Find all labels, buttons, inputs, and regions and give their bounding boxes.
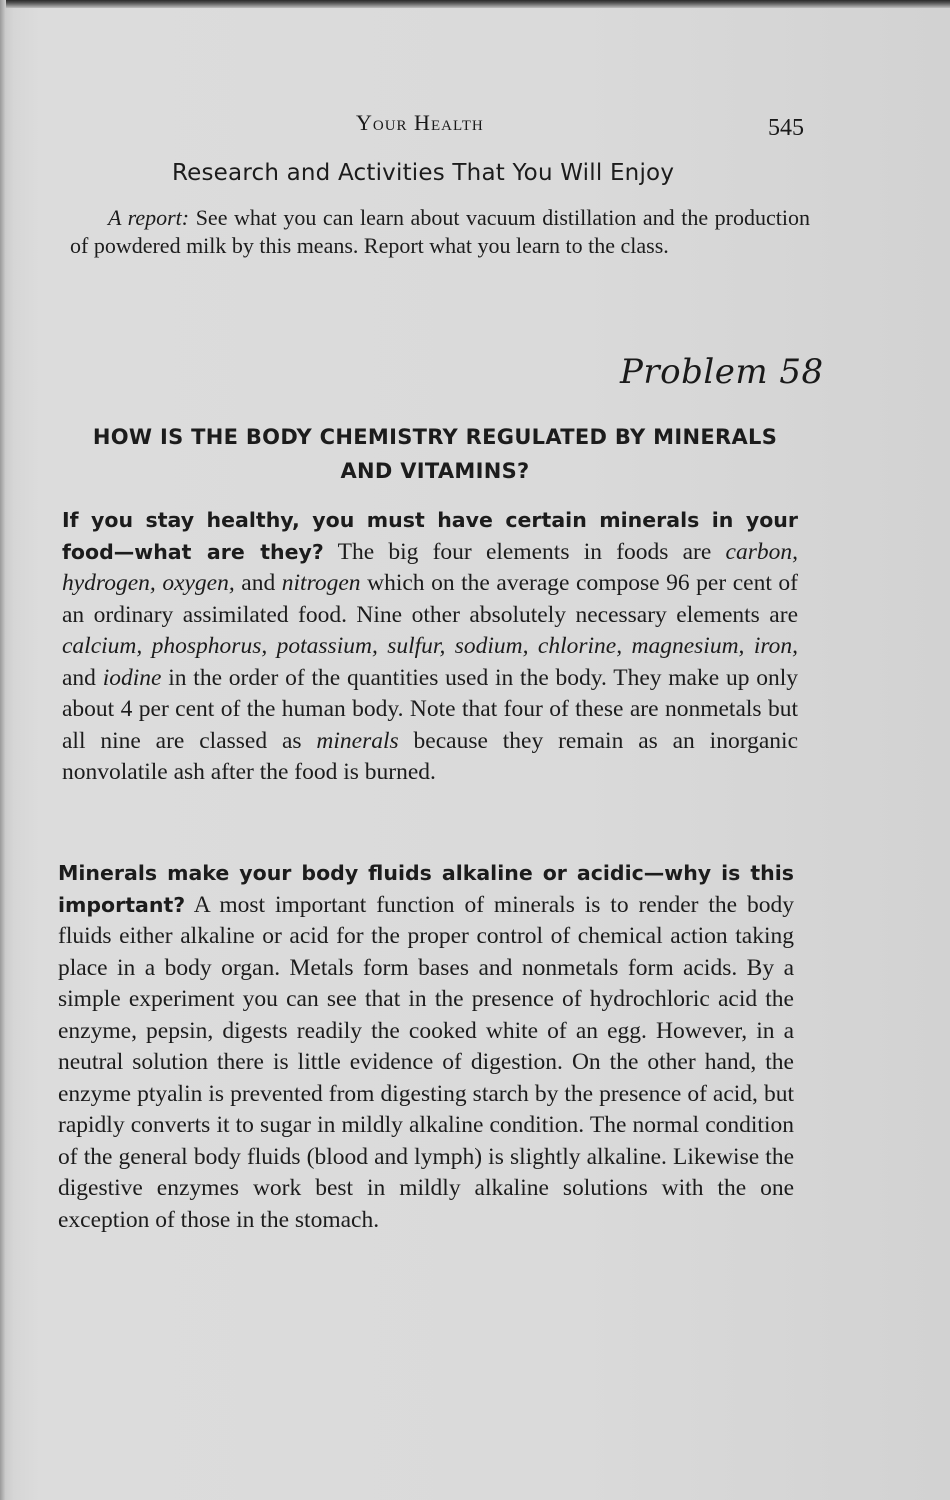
- paragraph-body-fluids: [58, 858, 794, 1236]
- paragraph1-text-6: because they remain as an inorganic nonvolatile ash after the food is burned.: [62, 727, 798, 785]
- paragraph1-text-1: The big four elements in foods are: [323, 538, 726, 565]
- report-lead: A report:: [108, 205, 190, 230]
- page-number: 545: [768, 115, 804, 141]
- running-head: Your Health: [356, 110, 484, 135]
- paragraph1-text-5: in the order of the quantities used in the body. They make up only about 4 per cent of the human body. Note that four of these are nonmetals but all nine are classed as: [62, 664, 799, 754]
- paragraph1-elements-4: iodine: [102, 664, 162, 691]
- problem-label: Problem 58: [620, 352, 824, 392]
- paragraph-minerals-in-food: [62, 505, 798, 789]
- section-heading: Research and Activities That You Will Enjoy: [172, 160, 675, 186]
- paragraph1-question: If you stay healthy, you must have certain minerals in your food—what are they?: [62, 508, 798, 564]
- page-top-edge: [0, 0, 950, 8]
- report-paragraph: [70, 204, 810, 260]
- paragraph1-text-4: and: [62, 664, 103, 691]
- page-binding-edge: [0, 0, 6, 1500]
- paragraph2-text: A most important function of minerals is to render the body fluids either alkaline or acid for the proper control of chemical action taking place in a body organ. Metals form bases and nonmetals form acids. By a simple experiment you can see that in the presence of hydrochloric acid the enzyme, pepsin, digests readily the cooked white of an egg. However, in a neutral solution there is little evidence of digestion. On the other hand, the enzyme ptyalin is prevented from digesting starch by the presence of acid, but rapidly converts it to sugar in mildly alkaline condition. The normal condition of the general body fluids (blood and lymph) is slightly alkaline. Likewise the digestive enzymes work best in mildly alkaline solutions with the one exception of those in the stomach.: [58, 891, 794, 1233]
- paragraph1-elements-1: carbon, hydrogen, oxygen,: [62, 538, 798, 596]
- report-text: See what you can learn about vacuum distillation and the production of powdered milk by this means. Report what you learn to the class.: [70, 205, 810, 258]
- paragraph1-elements-2: nitrogen: [281, 570, 361, 596]
- paragraph1-elements-5: minerals: [316, 727, 399, 754]
- problem-title: HOW IS THE BODY CHEMISTRY REGULATED BY MINERALS AND VITAMINS?: [92, 425, 778, 483]
- paragraph1-elements-3: calcium, phosphorus, potassium, sulfur, sodium, chlorine, magnesium, iron,: [62, 633, 798, 659]
- paragraph2-question: Minerals make your body fluids alkaline or acidic—why is this important?: [58, 861, 794, 917]
- paragraph1-text-2: and: [234, 570, 282, 596]
- paragraph1-text-3: which on the average compose 96 per cent of an ordinary assimilated food. Nine other absolutely necessary elements are: [62, 570, 798, 628]
